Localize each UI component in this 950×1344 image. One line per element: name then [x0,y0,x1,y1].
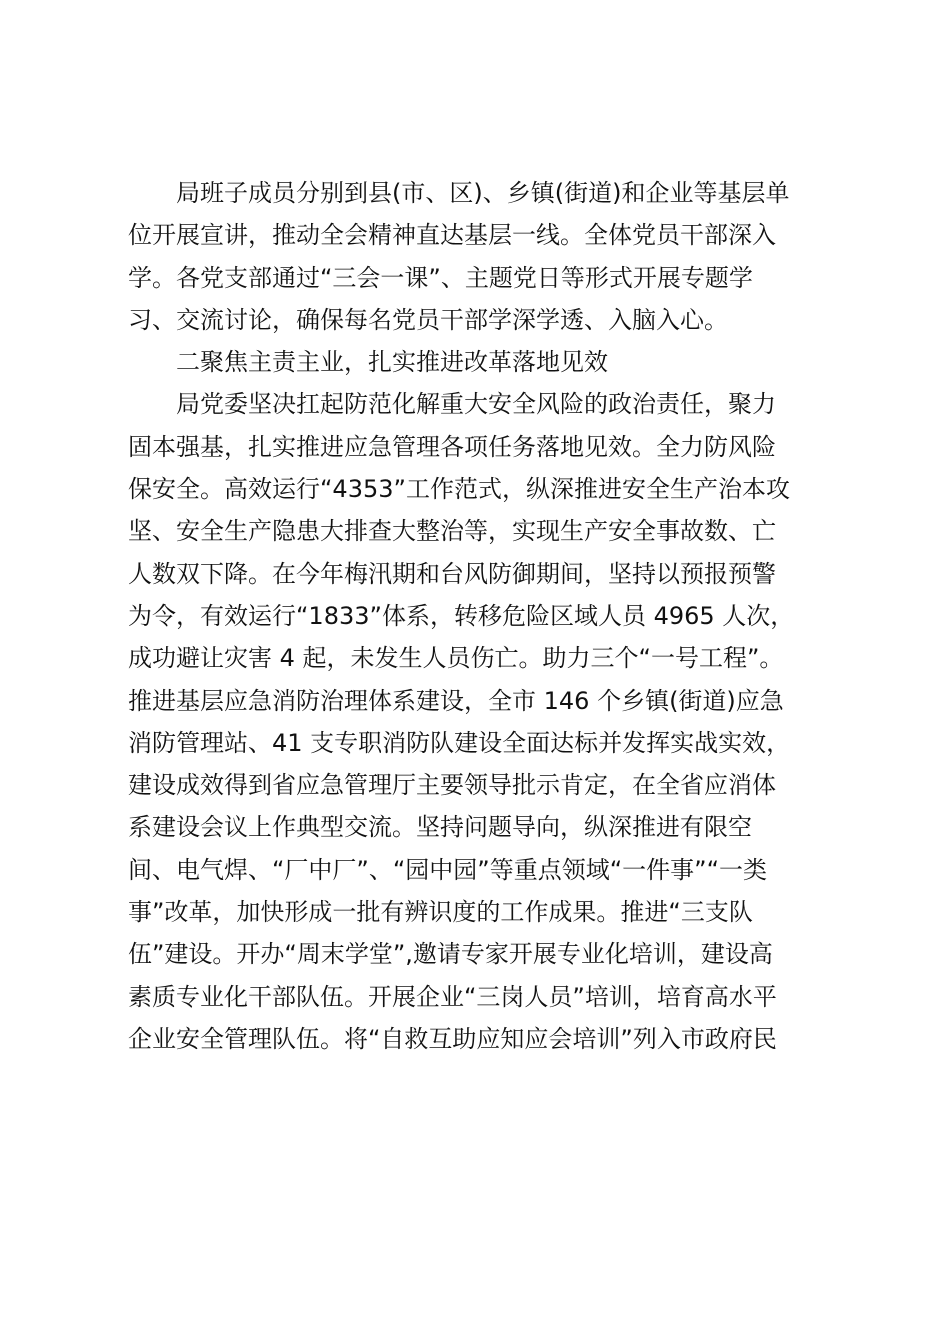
paragraph-line: 成功避让灾害 4 起，未发生人员伤亡。助力三个“一号工程”。 [128,644,784,673]
paragraph-line: 为令，有效运行“1833”体系，转移危险区域人员 4965 人次， [128,601,795,630]
paragraph-line: 位开展宣讲，推动全会精神直达基层一线。全体党员干部深入 [128,221,776,250]
paragraph-line: 推进基层应急消防治理体系建设，全市 146 个乡镇(街道)应急 [128,686,784,715]
paragraph-line: 间、电气焊、“厂中厂”、“园中园”等重点领域“一件事”“一类 [128,855,768,884]
section-heading: 二聚焦主责主业，扎实推进改革落地见效 [176,348,608,377]
paragraph-line: 企业安全管理队伍。将“自救互助应知应会培训”列入市政府民 [128,1024,777,1053]
paragraph-line: 局班子成员分别到县(市、区)、乡镇(街道)和企业等基层单 [176,179,790,207]
paragraph-line: 消防管理站、41 支专职消防队建设全面达标并发挥实战实效， [128,728,791,757]
paragraph-line: 事”改革，加快形成一批有辨识度的工作成果。推进“三支队 [128,898,753,927]
paragraph-line: 学。各党支部通过“三会一课”、主题党日等形式开展专题学 [128,263,753,292]
paragraph-line: 素质专业化干部队伍。开展企业“三岗人员”培训，培育高水平 [128,982,777,1011]
paragraph-line: 系建设会议上作典型交流。坚持问题导向，纵深推进有限空 [128,813,752,842]
paragraph-line: 人数双下降。在今年梅汛期和台风防御期间，坚持以预报预警 [128,559,776,588]
body-text [128,172,828,1060]
paragraph-line: 局党委坚决扛起防范化解重大安全风险的政治责任，聚力 [176,390,776,419]
paragraph-line: 习、交流讨论，确保每名党员干部学深学透、入脑入心。 [128,305,728,334]
paragraph-line: 固本强基，扎实推进应急管理各项任务落地见效。全力防风险 [128,432,776,461]
paragraph-line: 保安全。高效运行“4353”工作范式，纵深推进安全生产治本攻 [128,475,790,504]
paragraph-line: 伍”建设。开办“周末学堂”,邀请专家开展专业化培训，建设高 [128,940,773,969]
paragraph-line: 建设成效得到省应急管理厅主要领导批示肯定，在全省应消体 [128,771,776,800]
paragraph-line: 坚、安全生产隐患大排查大整治等，实现生产安全事故数、亡 [128,517,776,546]
